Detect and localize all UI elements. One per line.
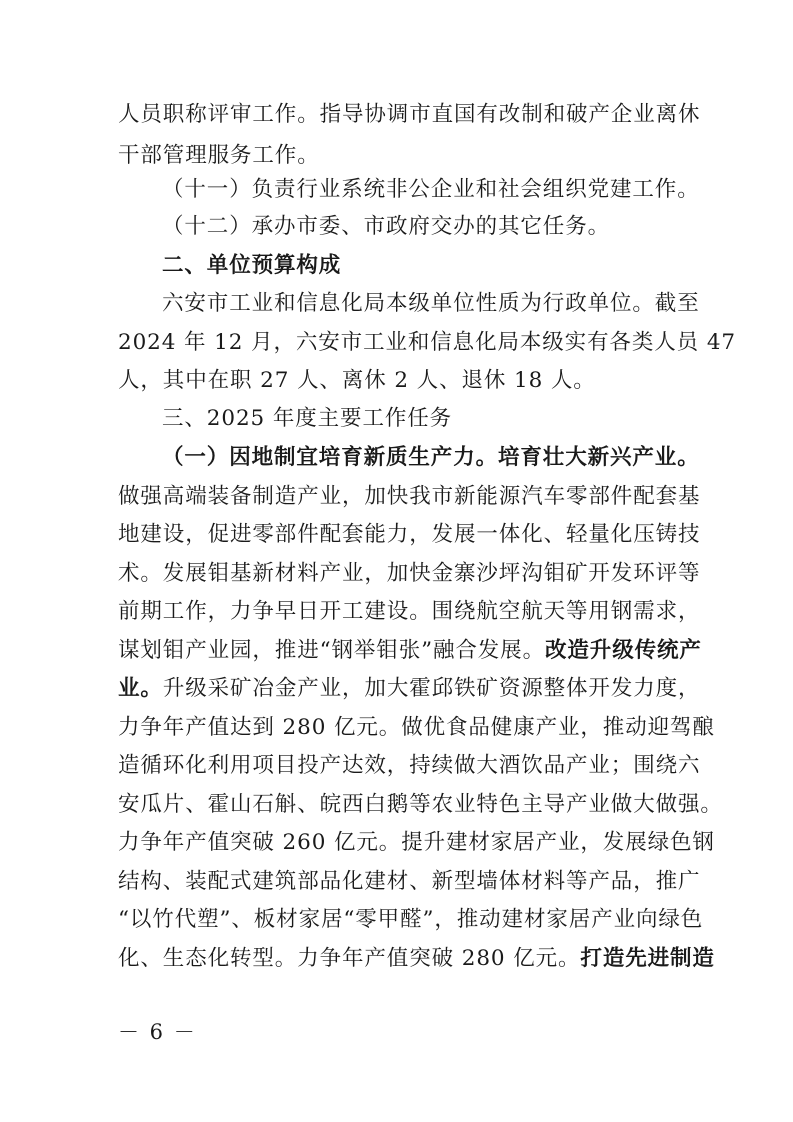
paragraph-line: 结构、装配式建筑部品化建材、新型墙体材料等产品，推广 bbox=[118, 869, 701, 894]
section-heading-3: 三、2025 年度主要工作任务 bbox=[162, 406, 453, 431]
line-text: 谋划钼产业园，推进“钢举钼张”融合发展。 bbox=[118, 638, 545, 663]
paragraph-line: 地建设，促进零部件配套能力，发展一体化、轻量化压铸技 bbox=[118, 522, 701, 547]
bold-phrase: 业。 bbox=[118, 676, 163, 701]
subsection-heading: （一）因地制宜培育新质生产力。培育壮大新兴产业。 bbox=[162, 445, 700, 470]
paragraph-line: 做强高端装备制造产业，加快我市新能源汽车零部件配套基 bbox=[118, 484, 701, 509]
list-item-12: （十二）承办市委、市政府交办的其它任务。 bbox=[162, 214, 611, 239]
paragraph-line: 前期工作，力争早日开工建设。围绕航空航天等用钢需求， bbox=[118, 599, 701, 624]
paragraph-line bbox=[118, 944, 715, 974]
paragraph-line bbox=[118, 674, 701, 704]
list-item-11: （十一）负责行业系统非公企业和社会组织党建工作。 bbox=[162, 177, 700, 202]
paragraph-line: 人员职称评审工作。指导协调市直国有改制和破产企业离休 bbox=[118, 102, 701, 127]
bold-phrase: 改造升级传统产 bbox=[545, 638, 702, 663]
paragraph-line: “以竹代塑”、板材家居“零甲醛”，推动建材家居产业向绿色 bbox=[118, 907, 704, 932]
paragraph-line: 力争年产值达到 280 亿元。做优食品健康产业，推动迎驾酿 bbox=[118, 715, 715, 740]
line-text: 化、生态化转型。力争年产值突破 280 亿元。 bbox=[118, 946, 581, 971]
paragraph-line bbox=[118, 636, 702, 666]
page-number: － 6 － bbox=[118, 1020, 197, 1044]
line-text: 升级采矿冶金产业，加大霍邱铁矿资源整体开发力度， bbox=[162, 676, 701, 701]
paragraph-line: 安瓜片、霍山石斛、皖西白鹅等农业特色主导产业做大做强。 bbox=[118, 792, 723, 817]
paragraph-line: 2024 年 12 月，六安市工业和信息化局本级实有各类人员 47 bbox=[118, 330, 736, 355]
paragraph-line: 造循环化利用项目投产达效，持续做大酒饮品产业；围绕六 bbox=[118, 753, 701, 778]
paragraph-line: 六安市工业和信息化局本级单位性质为行政单位。截至 bbox=[162, 291, 700, 316]
paragraph-line: 力争年产值突破 260 亿元。提升建材家居产业，发展绿色钢 bbox=[118, 830, 715, 855]
paragraph-line: 干部管理服务工作。 bbox=[118, 143, 320, 168]
paragraph-line: 人，其中在职 27 人、离休 2 人、退休 18 人。 bbox=[118, 368, 596, 393]
bold-phrase: 打造先进制造 bbox=[580, 946, 715, 971]
paragraph-line: 术。发展钼基新材料产业，加快金寨沙坪沟钼矿开发环评等 bbox=[118, 561, 701, 586]
section-heading-2: 二、单位预算构成 bbox=[162, 253, 342, 278]
